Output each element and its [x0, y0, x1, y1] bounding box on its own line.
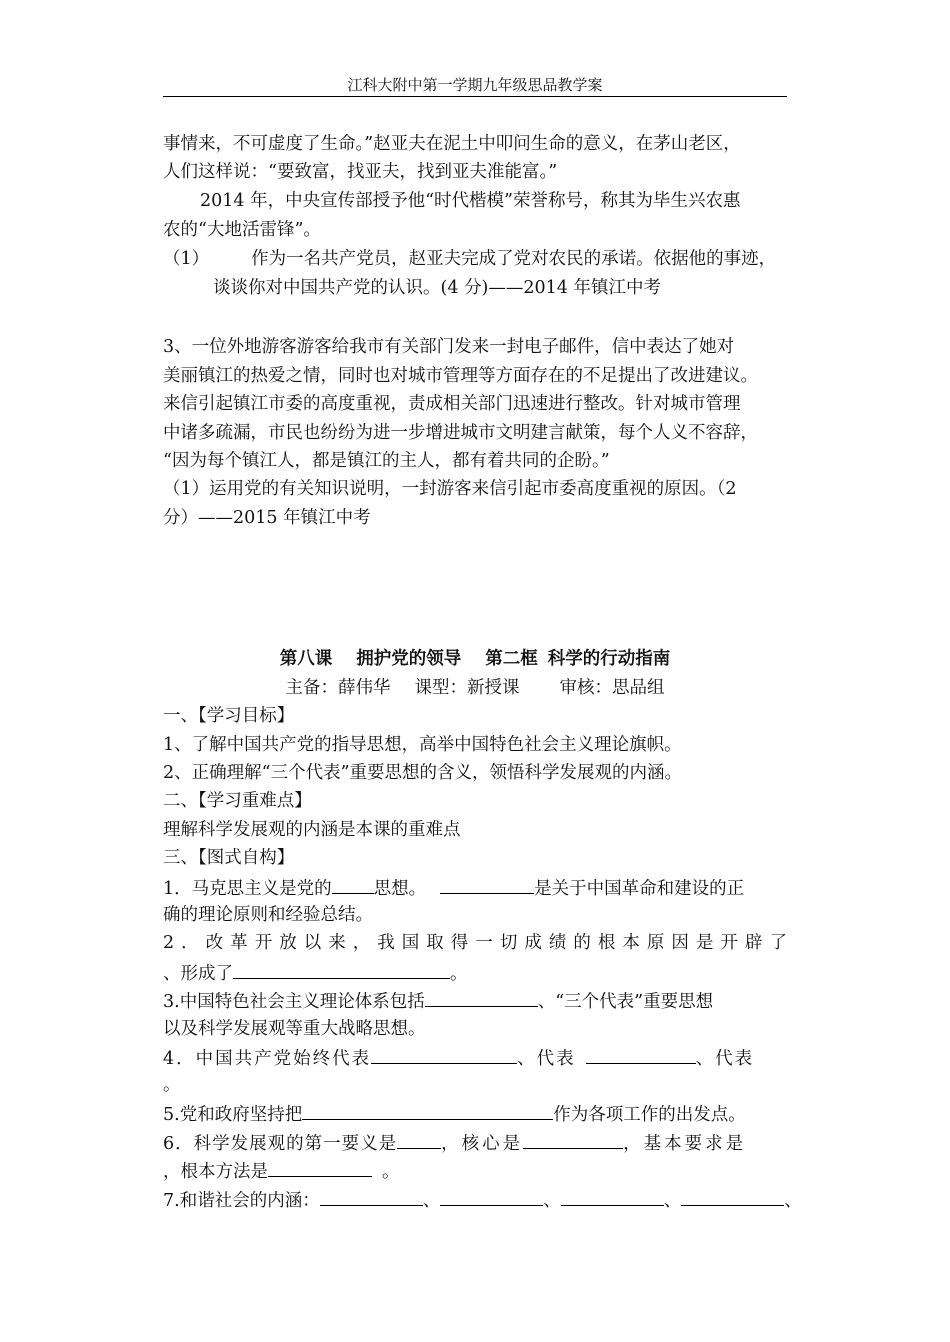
question-number: （1）: [163, 249, 210, 269]
paragraph-line: 农的“大地活雷锋”。: [163, 220, 321, 240]
answer-blank[interactable]: [586, 1046, 696, 1064]
fill-question-1-cont: 确的理论原则和经验总结。: [163, 905, 373, 925]
paragraph-line: 中诸多疏漏，市民也纷纷为进一步增进城市文明建言献策，每个人义不容辞，: [163, 423, 758, 443]
fill-question-4: 4．中国共产党始终代表 、代表 、代表: [163, 1046, 793, 1070]
question-text: 作为一名共产党员，赵亚夫完成了党对农民的承诺。依据他的事迹，: [251, 249, 777, 269]
fill-question-5: 5.党和政府坚持把 作为各项工作的出发点。: [163, 1102, 793, 1126]
lesson-meta: [163, 677, 787, 699]
paragraph-line: 2014 年，中央宣传部授予他“时代楷模”荣誉称号，称其为毕生兴农惠: [200, 191, 741, 211]
answer-blank[interactable]: [440, 1188, 543, 1206]
objective-item: 2、正确理解“三个代表”重要思想的含义，领悟科学发展观的内涵。: [163, 763, 683, 783]
lesson-reviewer: 审核：思品组: [559, 678, 665, 698]
paragraph-line: 事情来，不可虚度了生命。”赵亚夫在泥土中叩问生命的意义，在茅山老区，: [163, 134, 741, 154]
fill-question-3-cont: 以及科学发展观等重大战略思想。: [163, 1019, 426, 1039]
answer-blank[interactable]: [523, 1131, 623, 1149]
header-divider: [163, 96, 787, 97]
fill-question-4-cont: 。: [163, 1075, 181, 1095]
section-heading: 三、【图式自构】: [163, 848, 295, 868]
answer-blank[interactable]: [233, 961, 450, 979]
paragraph-line: 3、一位外地游客游客给我市有关部门发来一封电子邮件，信中表达了她对: [163, 337, 735, 357]
page-header: 江科大附中第一学期九年级思品教学案: [347, 76, 603, 94]
question-line: （1）运用党的有关知识说明，一封游客来信引起市委高度重视的原因。（2: [163, 479, 737, 499]
answer-blank[interactable]: [425, 989, 538, 1007]
answer-blank[interactable]: [320, 1188, 423, 1206]
question-line: [163, 248, 793, 270]
fill-question-7: 7.和谐社会的内涵： 、 、 、 、: [163, 1188, 793, 1212]
lesson-type: 课型：新授课: [414, 678, 520, 698]
answer-blank[interactable]: [440, 876, 534, 894]
fill-question-2-cont: 、形成了 。: [163, 961, 793, 985]
lesson-title: 第八课 拥护党的领导 第二框 科学的行动指南: [279, 649, 671, 669]
lesson-preparer: 主备：薛伟华: [285, 678, 391, 698]
answer-blank[interactable]: [332, 876, 374, 894]
fill-question-3: 3.中国特色社会主义理论体系包括 、“三个代表”重要思想: [163, 989, 793, 1013]
answer-blank[interactable]: [681, 1188, 784, 1206]
objective-item: 1、了解中国共产党的指导思想，高举中国特色社会主义理论旗帜。: [163, 735, 682, 755]
fill-question-6-cont: ，根本方法是 。: [163, 1159, 793, 1183]
paragraph-line: “因为每个镇江人，都是镇江的主人，都有着共同的企盼。”: [163, 451, 610, 471]
question-line: 谈谈你对中国共产党的认识。(4 分)——2014 年镇江中考: [213, 278, 661, 298]
section-text: 理解科学发展观的内涵是本课的重难点: [163, 820, 461, 840]
answer-blank[interactable]: [268, 1159, 372, 1177]
fill-question-6: 6．科学发展观的第一要义是 ，核心是 ，基本要求是: [163, 1131, 793, 1155]
fill-question-2: 2．改革开放以来，我国取得一切成绩的根本原因是开辟了: [163, 933, 787, 953]
paragraph-line: 人们这样说：“要致富，找亚夫，找到亚夫准能富。”: [163, 162, 558, 182]
answer-blank[interactable]: [561, 1188, 664, 1206]
question-line: 分）——2015 年镇江中考: [163, 508, 371, 528]
section-heading: 一、【学习目标】: [163, 706, 295, 726]
paragraph-line: 来信引起镇江市委的高度重视，责成相关部门迅速进行整改。针对城市管理: [163, 394, 741, 414]
fill-question-1: 1．马克思主义是党的 思想。 是关于中国革命和建设的正: [163, 876, 793, 900]
section-heading: 二、【学习重难点】: [163, 791, 312, 811]
paragraph-line: 美丽镇江的热爱之情，同时也对城市管理等方面存在的不足提出了改进建议。: [163, 366, 758, 386]
answer-blank[interactable]: [397, 1131, 441, 1149]
answer-blank[interactable]: [371, 1046, 517, 1064]
answer-blank[interactable]: [302, 1102, 553, 1120]
